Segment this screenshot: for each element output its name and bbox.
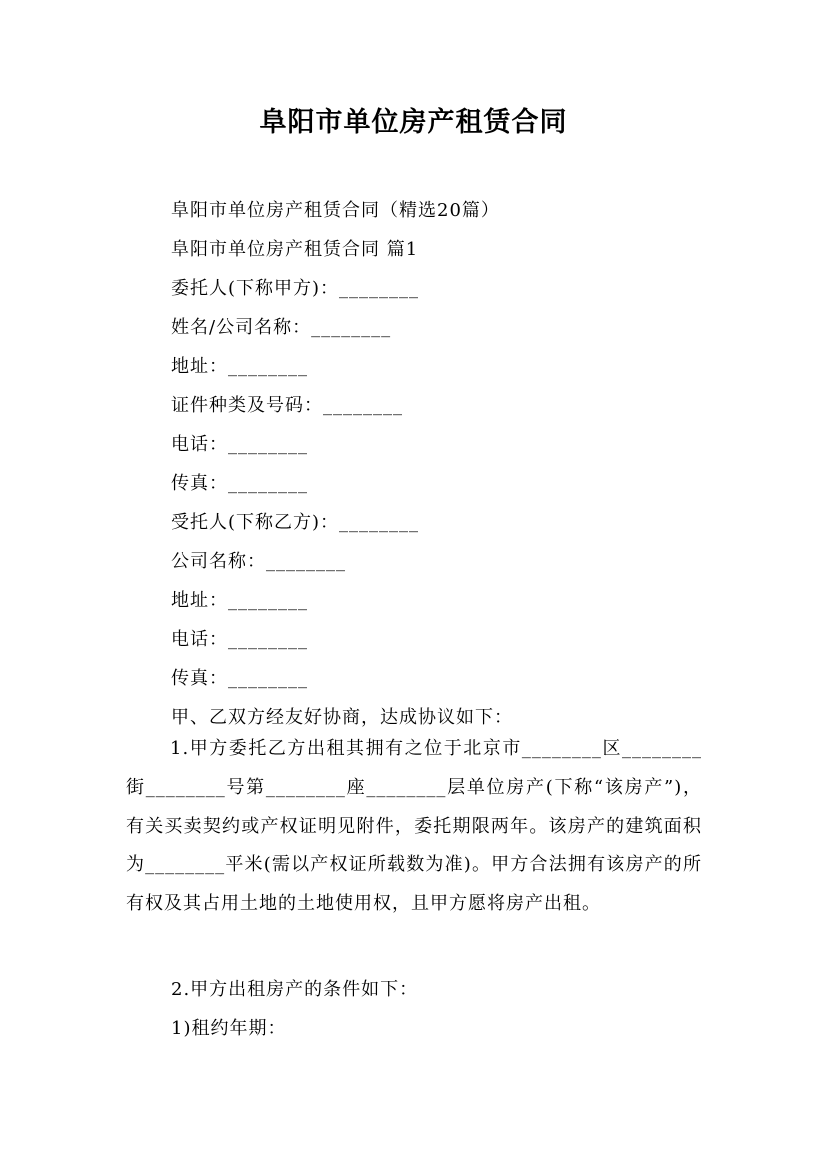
party-b-address: 地址：________ — [171, 590, 308, 611]
party-b-fax: 传真：________ — [171, 668, 308, 689]
party-b-label: 受托人(下称乙方)：________ — [171, 512, 420, 533]
clause-2-item-1: 1)租约年期： — [171, 1018, 287, 1039]
party-a-phone: 电话：________ — [171, 434, 308, 455]
party-a-fax: 传真：________ — [171, 473, 308, 494]
agreement-intro: 甲、乙双方经友好协商，达成协议如下： — [171, 707, 513, 728]
party-a-name: 姓名/公司名称：________ — [171, 317, 392, 338]
subtitle-article-1: 阜阳市单位房产租赁合同 篇1 — [171, 239, 419, 260]
party-a-address: 地址：________ — [171, 356, 308, 377]
party-b-phone: 电话：________ — [171, 629, 308, 650]
clause-2-heading: 2.甲方出租房产的条件如下： — [171, 979, 419, 1000]
party-b-company: 公司名称：________ — [171, 551, 346, 572]
document-title: 阜阳市单位房产租赁合同 — [259, 107, 568, 138]
party-a-id-number: 证件种类及号码：________ — [171, 395, 403, 416]
subtitle-collection: 阜阳市单位房产租赁合同（精选20篇） — [171, 200, 500, 221]
party-a-label: 委托人(下称甲方)：________ — [171, 278, 420, 299]
clause-1-paragraph: 1.甲方委托乙方出租其拥有之位于北京市________区________街________号第________座________层单位房产(下称“该房产”)，有关买卖契约或产权证明见附件，委托期限两年。该房产的建筑面积为________平米(需以产权证所载数为准)。甲方合法拥有该房产的所有权及其占用土地的土地使用权，且甲方愿将房产出租。 — [126, 738, 703, 915]
